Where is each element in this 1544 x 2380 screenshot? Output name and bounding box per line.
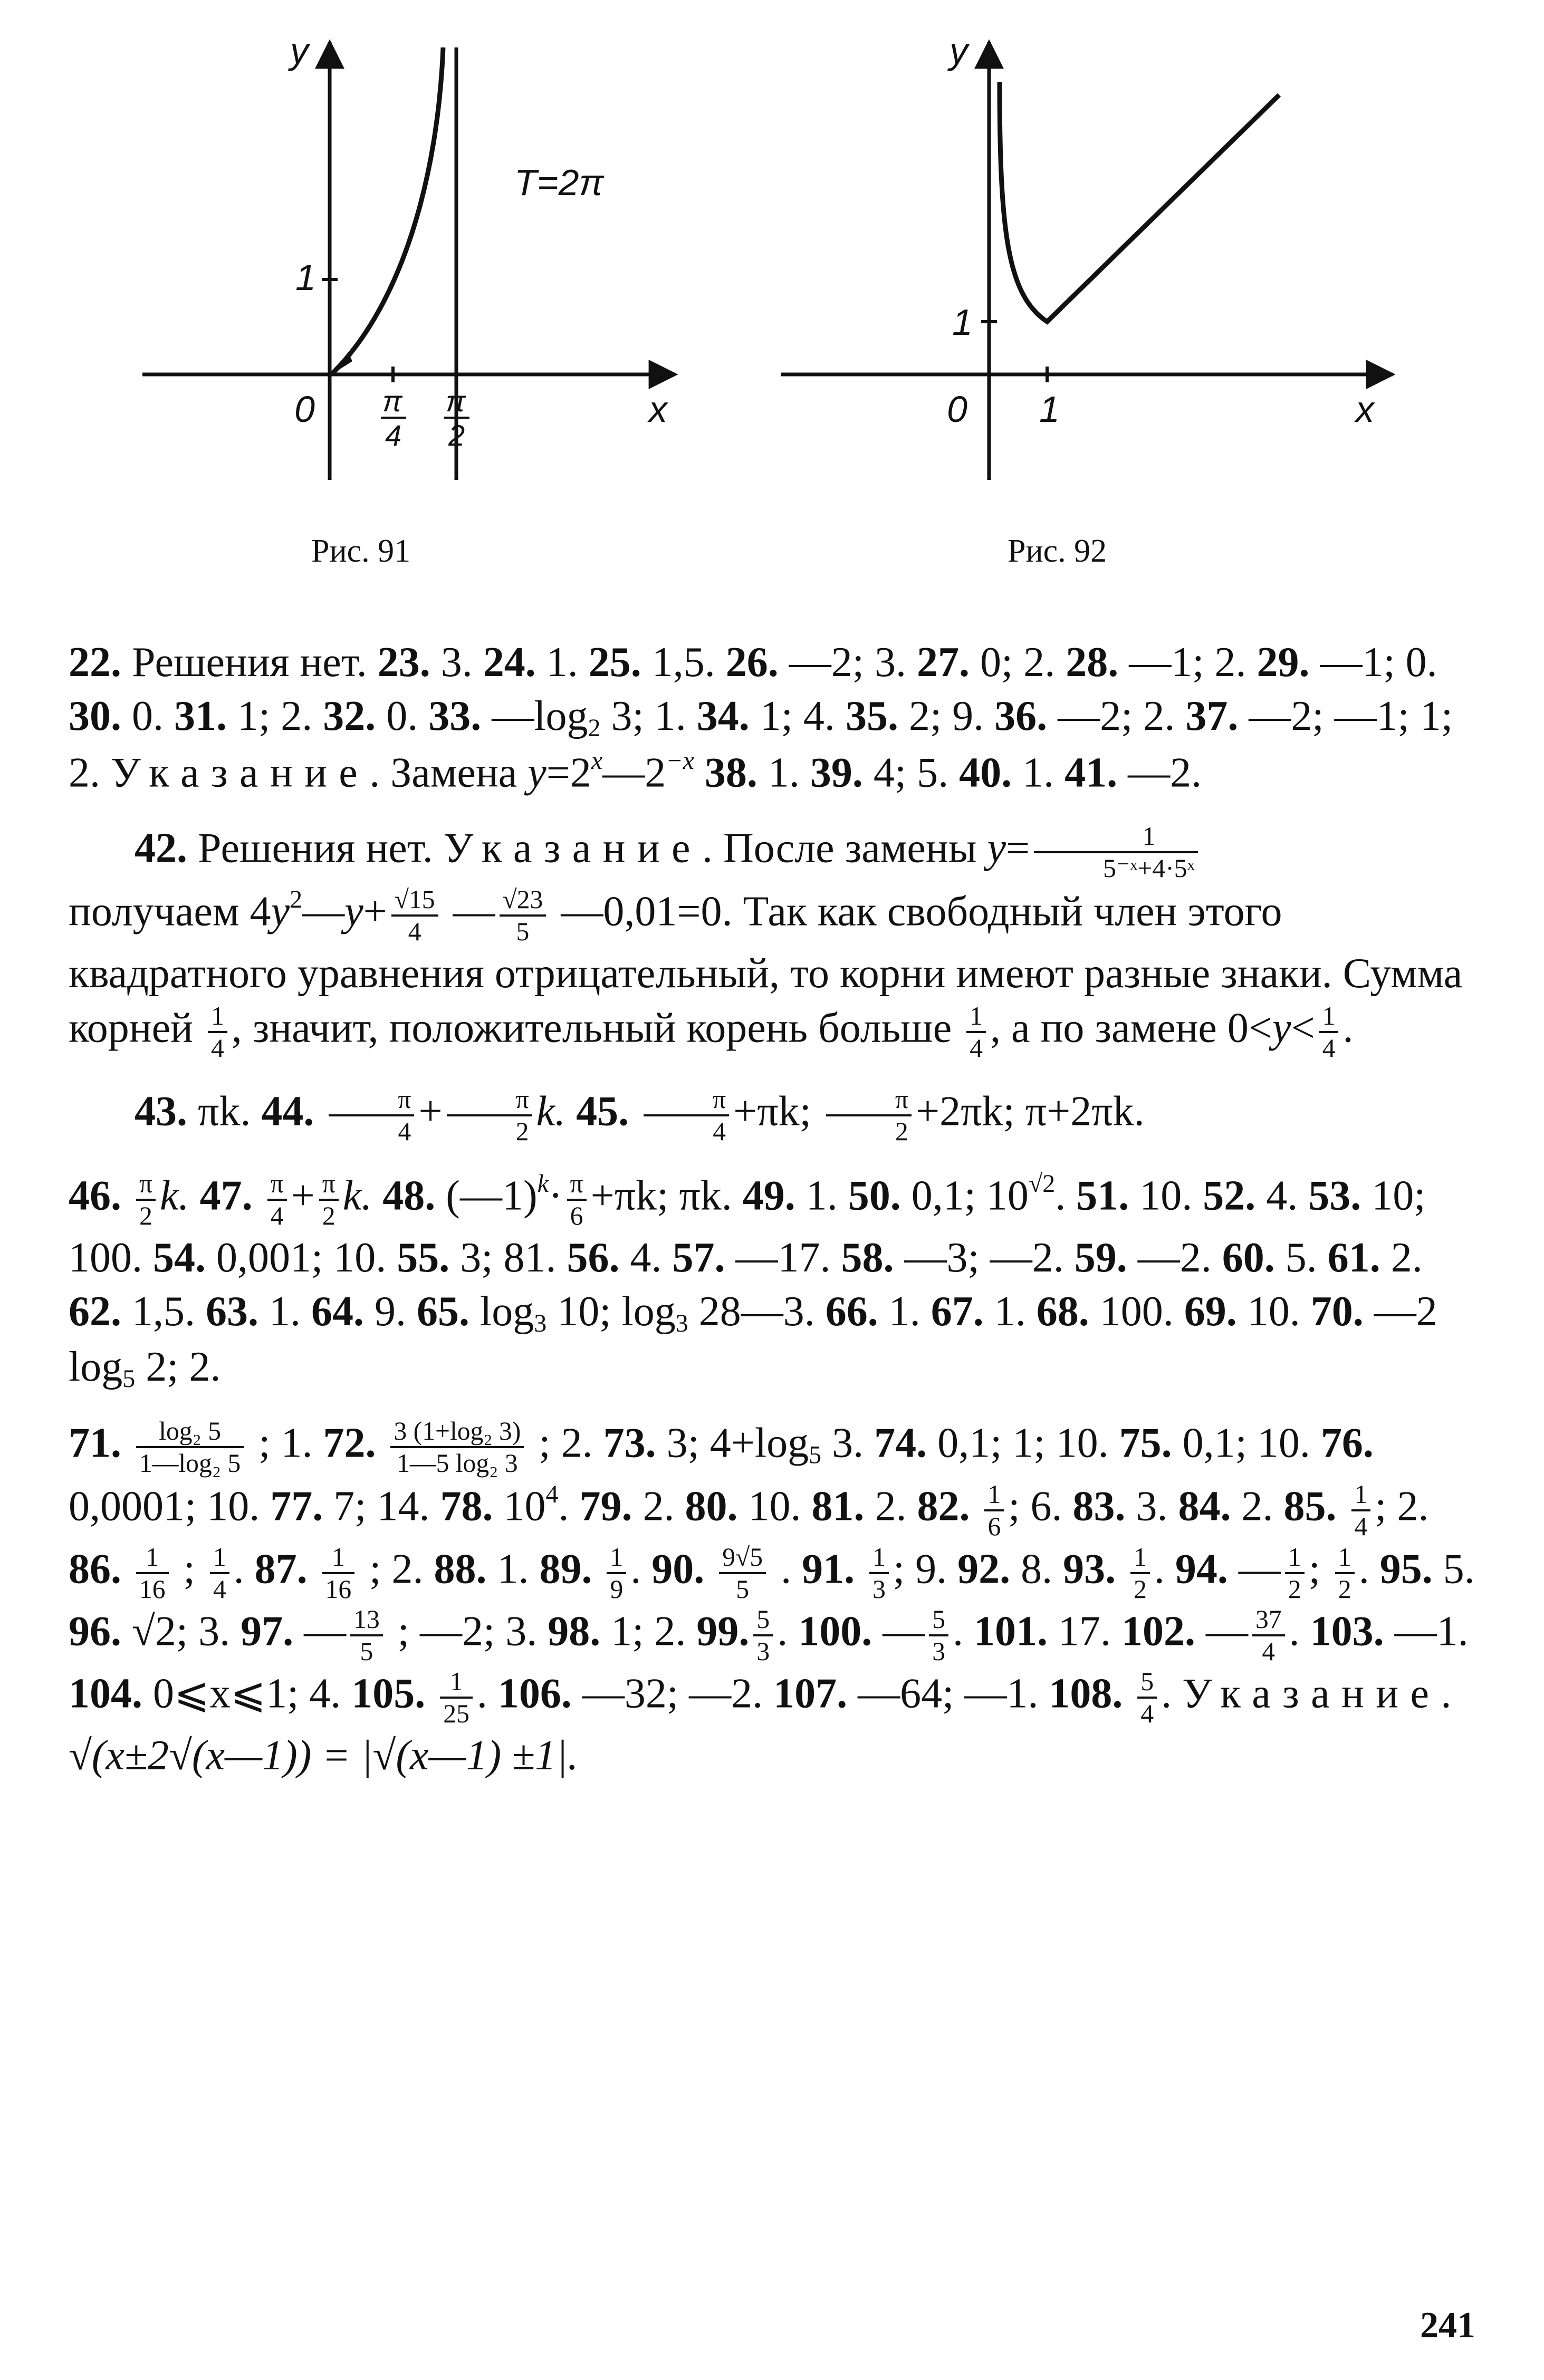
answers-text <box>69 635 1477 1782</box>
fig91-y-tick-label: 1 <box>295 257 316 298</box>
fig92-x-tick-label: 1 <box>1039 389 1060 430</box>
fig91-origin-label: 0 <box>294 389 315 430</box>
answers-22-41: 22. Решения нет. 23. 3. 24. 1. 25. 1,5. 26. —2; 3. 27. 0; 2. 28. —1; 2. 29. —1; 0. 30. 0. 31. 1; 2. 32. 0. 33. $—\log_2$ 3; 1. 34. 1; 4. 35. 2; 9. 36. —2; 2. 37. —2; —1; 1; 2. Указание. Замена $y=2^x—2^{-x}$ 38. 1. 39. 4; 5. 40. 1. 41. —2. <box>69 639 1453 796</box>
fig91-curve <box>332 47 443 373</box>
fig91-tick-pi2-den: 2 <box>448 419 465 452</box>
answer-42-cont: получаем $4y^2—y+$ $\frac{√15}{4}$ — $\frac{√23}{5}$ —0,01=0. Так как свободный член этого квадратного уравнения отрицательный, то корни имеют разные знаки. Сумма корней $\frac{1}{4}$ , значит, положительный корень больше $\frac{1}{4}$ , а по замене 0<y< $\frac{1}{4}$ . <box>69 885 1463 1063</box>
answers-43-45: 43. πk. 44. $\frac{\pi}{4}$ + $\frac{\pi}{2}$ k. 45. $\frac{\pi}{4}$ +πk; $\frac{\pi}{2}$ +2πk; π+2πk. <box>135 1084 1145 1146</box>
fig91-period-label: T=2π <box>514 162 604 203</box>
answers-71-95: 71. $\frac{\text{log₂ 5}}{\text{1—log₂ 5}}$ ; 1. 72. $\frac{\text{3 (1+log₂ 3)}}{\text{1—5 log₂ 3}}$ ; 2. 73. 3; $4+\log_5$ 3. 74. 0,1; 1; 10. 75. 0,1; 10. 76. 0,0001; 10. 77. 7; 14. 78. $10^4$. 79. 2. 80. 10. 81. 2. 82. $\frac{1}{6}$ ; 6. 83. 3. 84. 2. 85. $\frac{1}{4}$ ; 2. 86. $\frac{1}{16}$ ; $\frac{1}{4}$ . 87. $\frac{1}{16}$ ; 2. 88. 1. 89. $\frac{1}{9}$ . 90. $\frac{9√5}{5}$ . 91. $\frac{1}{3}$ ; 9. 92. 8. 93. $\frac{1}{2}$ . 94. — $\frac{1}{2}$ ; $\frac{1}{2}$ . 95. 5. <box>69 1417 1475 1604</box>
fig91-tick-pi4-den: 4 <box>385 419 402 452</box>
fraction: $\frac{√15}{4}$ <box>391 884 438 947</box>
answers-96-108: 96. √2; 3. 97. — $\frac{13}{5}$ ; —2; 3. 98. 1; 2. 99. $\frac{5}{3}$ . 100. — $\frac{5}{3}$ . 101. 17. 102. — $\frac{37}{4}$ . 103. —1. 104. 0⩽x⩽1; 4. 105. $\frac{1}{25}$ . 106. —32; —2. 107. —64; —1. 108. $\frac{5}{4}$ . Указание. √(x±2√(x—1)) = |√(x—1) ±1|. <box>69 1604 1469 1779</box>
figure-91 <box>127 21 707 591</box>
fig92-y-label: y <box>950 30 968 71</box>
fraction: $\frac{1}{4}$ <box>1319 1001 1339 1063</box>
answer-42: 42. Решения нет. Указание. После замены y= $\frac{1}{\text{5⁻ˣ+4·5ˣ}}$ <box>69 821 1477 883</box>
fraction: $\frac{1}{\text{5⁻ˣ+4·5ˣ}}$ <box>1034 821 1198 883</box>
fig92-caption: Рис. 92 <box>1008 533 1107 569</box>
answer-number: 22. <box>69 639 121 686</box>
hint-label: Указание <box>111 749 370 796</box>
page-number: 241 <box>1420 2305 1475 2346</box>
fraction: $\frac{1}{4}$ <box>208 1001 227 1063</box>
fraction: $\frac{1}{4}$ <box>966 1001 986 1063</box>
fig91-tick-pi4-num: π <box>382 384 402 418</box>
fig91-x-label: x <box>649 389 667 430</box>
figure-92 <box>760 21 1445 591</box>
fig91-caption: Рис. 91 <box>311 533 411 569</box>
fig91-curve-arrowhead <box>331 352 352 374</box>
answers-46-70: 46. $\frac{\pi}{2}$ k. 47. $\frac{\pi}{4}$ + $\frac{\pi}{2}$ k. 48. (—1)$^k$· $\frac{\pi}{6}$ +πk; πk. 49. 1. 50. 0,1; $10^{√2}$. 51. 10. 52. 4. 53. 10; 100. 54. 0,001; 10. 55. 3; 81. 56. 4. 57. —17. 58. —3; —2. 59. —2. 60. 5. 61. 2. 62. 1,5. 63. 1. 64. 9. 65. $\log_3 10$; $\log_3$ 28—3. 66. 1. 67. 1. 68. 100. 69. 10. 70. —2 $\log_5 2$; 2. <box>69 1169 1437 1393</box>
fig92-curve <box>1000 82 1279 322</box>
fraction: $\frac{√23}{5}$ <box>500 884 546 947</box>
fig92-y-tick-label: 1 <box>952 302 973 343</box>
fig91-y-label: y <box>290 30 309 71</box>
fig92-origin-label: 0 <box>947 389 967 430</box>
fig92-x-label: x <box>1356 389 1374 430</box>
fig91-tick-pi2-num: π <box>446 384 466 418</box>
